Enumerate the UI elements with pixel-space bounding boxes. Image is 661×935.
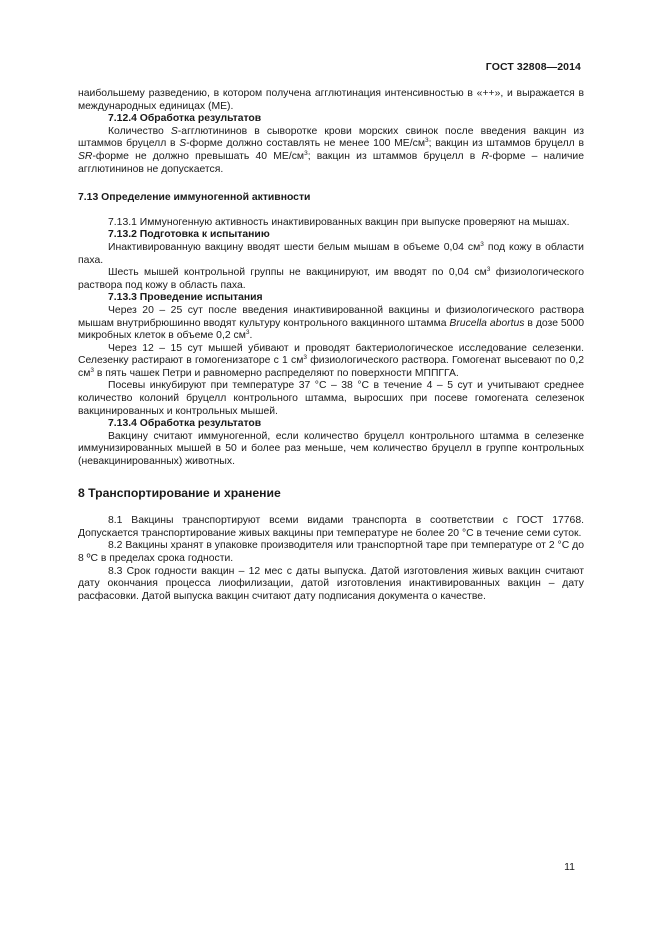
- paragraph-8-1: 8.1 Вакцины транспортируют всеми видами транспорта в соответствии с ГОСТ 17768. Допускается транспортирование живых вакцины при температуре не более 20 °С в течение семи суток.: [78, 515, 584, 539]
- paragraph-7-13-4: Вакцину считают иммуногенной, если количество бруцелл контрольного штамма в селезенке иммунизированных мышей в 50 и более раз меньше, чем количество бруцелл в группе контрольных (невакцинированных) животных.: [78, 430, 584, 468]
- paragraph-7-13-3-b: Через 12 – 15 сут мышей убивают и проводят бактериологическое исследование селезенки. Селезенку растирают в гомогенизаторе с 1 $см^3$ физиологического раствора. Гомогенат высевают по 0,2 $см^3$ в пять чашек Петри и равномерно распределяют по поверхности МППГГА.: [78, 342, 584, 379]
- heading-7-13-4: 7.13.4 Обработка результатов: [108, 418, 262, 430]
- heading-7-13-2: 7.13.2 Подготовка к испытанию: [108, 229, 270, 241]
- page-number: 11: [564, 861, 575, 873]
- paragraph-7-12-4: Количество S-агглютининов в сыворотке крови морских свинок после введения вакцин из штаммов бруцелл в S-форме должно составлять не менее 100 $МЕ/см^3$; вакцин из штаммов бруцелл в SR-форме не должно превышать 40 $МЕ/см^3$; вакцин из штаммов бруцелл в R-форме – наличие агглютининов не допускается.: [78, 125, 585, 175]
- paragraph-7-13-2-a: Инактивированную вакцину вводят шести белым мышам в объеме 0,04 $см^3$ под кожу в области паха.: [78, 240, 584, 266]
- heading-7-13-3: 7.13.3 Проведение испытания: [108, 292, 263, 304]
- paragraph-7-13-2-b: Шесть мышей контрольной группы не вакцинируют, им вводят по 0,04 $см^3$ физиологического раствора под кожу в область паха.: [78, 266, 584, 291]
- paragraph-8-3: 8.3 Срок годности вакцин – 12 мес с даты выпуска. Датой изготовления живых вакцин считают дату окончания процесса лиофилизации, датой изготовления инактивированных вакцин – дату расфасовки. Датой выпуска вакцин считают дату подписания документа о качестве.: [78, 565, 584, 602]
- paragraph-8-2: 8.2 Вакцины хранят в упаковке производителя или транспортной таре при температуре от 2 °С до 8 ºС в пределах срока годности.: [78, 540, 584, 564]
- paragraph-7-13-1: 7.13.1 Иммуногенную активность инактивированных вакцин при выпуске проверяют на мышах.: [108, 216, 570, 228]
- heading-7-13: 7.13 Определение иммуногенной активности: [78, 192, 311, 204]
- paragraph-7-13-3-c: Посевы инкубируют при температуре 37 °С – 38 °С в течение 4 – 5 сут и учитывают среднее количество колоний бруцелл контрольного штамма, выросших при посеве гомогената селезенок вакцинированных и контрольных мышей.: [78, 380, 584, 417]
- document-header: ГОСТ 32808—2014: [485, 61, 581, 73]
- paragraph-7-12-continuation: наибольшему разведению, в котором получена агглютинация интенсивностью в «++», и выражается в международных единицах (МЕ).: [78, 88, 584, 112]
- heading-7-12-4: 7.12.4 Обработка результатов: [108, 113, 262, 125]
- page-content: [78, 88, 584, 603]
- heading-section-8: 8 Транспортирование и хранение: [78, 485, 281, 500]
- paragraph-7-13-3-a: Через 20 – 25 сут после введения инактивированной вакцины и физиологического раствора мышам внутрибрюшинно вводят культуру контрольного вакцинного штамма Brucella abortus в дозе 5000 микробных клеток в объеме 0,2 $см^3$.: [78, 304, 584, 342]
